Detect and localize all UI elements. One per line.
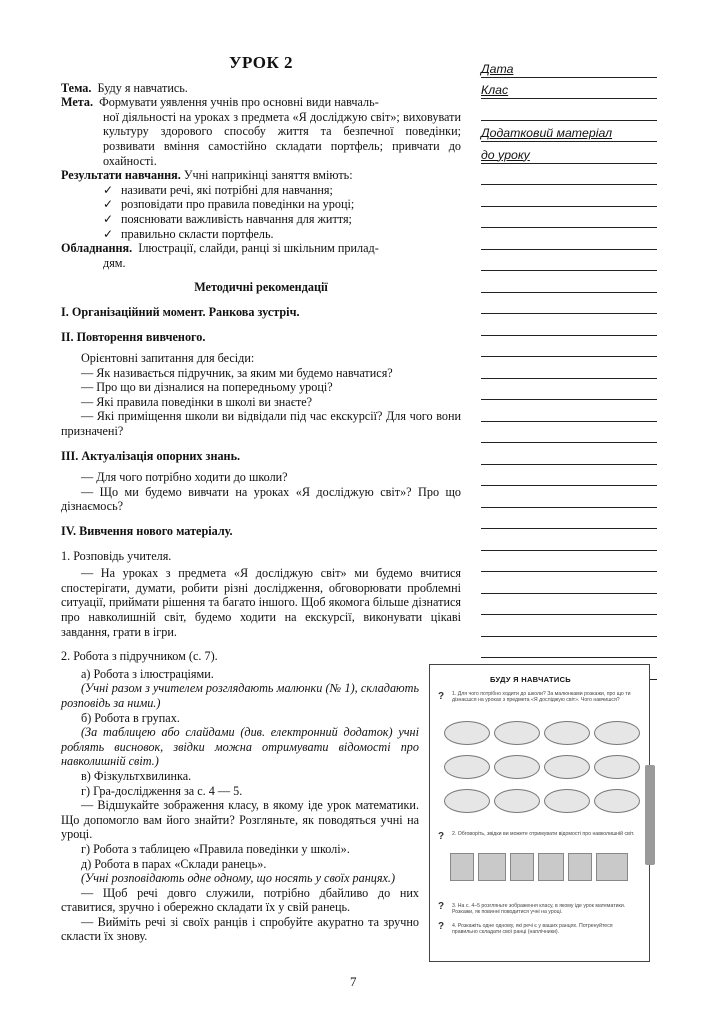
illustration bbox=[510, 853, 534, 881]
blank-line[interactable] bbox=[481, 99, 657, 121]
illustration bbox=[494, 789, 540, 813]
blank-line[interactable] bbox=[481, 400, 657, 422]
result-item: ✓ розповідати про правила поведінки на уроці; bbox=[103, 197, 355, 212]
question: — Про що ви дізналися на попередньому уроці? bbox=[81, 380, 333, 395]
blank-line[interactable] bbox=[481, 336, 657, 358]
blank-line[interactable] bbox=[481, 572, 657, 594]
illustration bbox=[494, 755, 540, 779]
blank-line[interactable] bbox=[481, 207, 657, 229]
illustration bbox=[568, 853, 592, 881]
check-icon: ✓ bbox=[103, 211, 114, 226]
blank-line[interactable] bbox=[481, 465, 657, 487]
goal-label: Мета. bbox=[61, 95, 94, 110]
section-4-heading: IV. Вивчення нового матеріалу. bbox=[61, 524, 233, 539]
illustration bbox=[494, 721, 540, 745]
thumbnail-q2: 2. Обговоріть, звідки ви можете отримувати відомості про навколишній світ. bbox=[452, 831, 635, 837]
topic-label: Тема. bbox=[61, 80, 92, 95]
results-label: Результати навчання. bbox=[61, 168, 181, 183]
result-item: ✓ називати речі, які потрібні для навчання; bbox=[103, 182, 333, 197]
illustration bbox=[544, 721, 590, 745]
section-1-heading: I. Організаційний момент. Ранкова зустріч. bbox=[61, 304, 300, 319]
illustration bbox=[444, 789, 490, 813]
blank-line[interactable] bbox=[481, 615, 657, 637]
thumbnail-q4: 4. Розкажіть одне одному, які речі є у ваших ранцях. Потренуйтеся правильно складати свої ранці (наплічники). bbox=[452, 923, 613, 935]
equipment-line1: Ілюстрації, слайди, ранці зі шкільним прилад- bbox=[138, 241, 379, 256]
blank-line[interactable] bbox=[481, 271, 657, 293]
subsection-heading: 2. Робота з підручником (с. 7). bbox=[61, 649, 218, 664]
class-line[interactable]: Клас bbox=[481, 78, 657, 100]
extra-material-line-2[interactable]: до уроку bbox=[481, 142, 657, 164]
section-3-heading: III. Актуалізація опорних знань. bbox=[61, 448, 241, 463]
notes-sidebar bbox=[481, 56, 657, 680]
check-icon: ✓ bbox=[103, 182, 114, 197]
blank-line[interactable] bbox=[481, 250, 657, 272]
goal-block bbox=[61, 95, 461, 168]
thumbnail-heading: БУДУ Я НАВЧАТИСЬ bbox=[490, 675, 572, 684]
extra-material-line[interactable]: Додатковий матеріал bbox=[481, 121, 657, 143]
illustration bbox=[594, 789, 640, 813]
blank-line[interactable] bbox=[481, 379, 657, 401]
result-item: ✓ правильно скласти портфель. bbox=[103, 226, 274, 241]
page-number: 7 bbox=[350, 974, 357, 989]
date-line[interactable]: Дата bbox=[481, 56, 657, 78]
results-intro: Учні наприкінці заняття вміють: bbox=[183, 168, 353, 183]
result-item: ✓ пояснювати важливість навчання для життя; bbox=[103, 211, 352, 226]
blank-line[interactable] bbox=[481, 164, 657, 186]
topic-text: Буду я навчатись. bbox=[97, 80, 188, 95]
blank-line[interactable] bbox=[481, 508, 657, 530]
teacher-story: — На уроках з предмета «Я досліджую світ» ми будемо вчитися спостерігати, думати, робити різні дослідження, обговорювати проблемні ситуації, приймати рішення та багато іншого. Щоб якомога більше дізнатися про навколишній світ, будемо ходити на екскурсії, виконувати цікаві завдання, грати в ігри. bbox=[61, 566, 461, 639]
textbook-work-block: а) Робота з ілюстраціями. (Учні разом з учителем розглядають малюнки (№ 1), складають розповідь за ними.) б) Робота в групах. (За таблицею або слайдами (див. електронний додаток) учні роблять висновок, звідки можна отримувати відомості про навколишній світ.) в) Фізкультхвилинка. г) Гра-дослідження за с. 4 — 5. — Відшукайте зображення класу, в якому іде урок математики. Що допомогло вам його знайти? Розгляньте, як поводяться учні на уроці. г) Робота з таблицею «Правила поведінки у школі». д) Робота в парах «Склади ранець». (Учні розповідають одне одному, що носять у своїх ранцях.) — Щоб речі довго служили, потрібно дбайливо до них ставитися, зручно і обережно складати їх у свій ранець. — Вийміть речі зі своїх ранців і спробуйте акуратно та зручно скласти їх знову. bbox=[61, 666, 419, 944]
blank-line[interactable] bbox=[481, 551, 657, 573]
lesson-content bbox=[61, 53, 461, 944]
blank-line[interactable] bbox=[481, 293, 657, 315]
question-icon: ? bbox=[438, 831, 445, 842]
illustration bbox=[444, 721, 490, 745]
lesson-title: УРОК 2 bbox=[228, 53, 294, 72]
page-tab bbox=[645, 765, 655, 865]
question: — Які приміщення школи ви відвідали під час екскурсії? Для чого вони призначені? bbox=[61, 409, 461, 439]
question: — Як називається підручник, за яким ми будемо навчатися? bbox=[81, 365, 393, 380]
goal-text: ної діяльності на уроках з предмета «Я досліджую світ»; виховувати культуру здорового способу життя та безпечної поведінки; розвивати вміння самостійно складати портфель; привчати до охайності. bbox=[103, 109, 461, 168]
blank-line[interactable] bbox=[481, 357, 657, 379]
thumbnail-q3: 3. На с. 4–5 розгляньте зображення класу, в якому іде урок математики. Розкажи, як повинні поводитися учні на уроці. bbox=[452, 903, 626, 915]
section-2-intro: Орієнтовні запитання для бесіди: bbox=[81, 351, 255, 366]
question: — Для чого потрібно ходити до школи? bbox=[81, 470, 288, 485]
textbook-page-thumbnail bbox=[429, 664, 650, 962]
check-icon: ✓ bbox=[103, 226, 114, 241]
subsection-heading: 1. Розповідь учителя. bbox=[61, 548, 172, 563]
illustration bbox=[444, 755, 490, 779]
illustration bbox=[594, 755, 640, 779]
section-2-heading: II. Повторення вивченого. bbox=[61, 329, 206, 344]
illustration bbox=[478, 853, 506, 881]
equipment-label: Обладнання. bbox=[61, 241, 133, 256]
blank-line[interactable] bbox=[481, 422, 657, 444]
question-icon: ? bbox=[438, 691, 445, 702]
blank-line[interactable] bbox=[481, 228, 657, 250]
illustration bbox=[544, 789, 590, 813]
blank-line[interactable] bbox=[481, 486, 657, 508]
blank-line[interactable] bbox=[481, 185, 657, 207]
illustration bbox=[594, 721, 640, 745]
question: — Які правила поведінки в школі ви знаєте? bbox=[81, 394, 313, 409]
blank-line[interactable] bbox=[481, 637, 657, 659]
blank-line[interactable] bbox=[481, 529, 657, 551]
equipment-text: дям. bbox=[103, 255, 126, 270]
blank-line[interactable] bbox=[481, 594, 657, 616]
illustration bbox=[596, 853, 628, 881]
goal-line1: Формувати уявлення учнів про основні види навчаль- bbox=[99, 95, 379, 110]
illustration bbox=[544, 755, 590, 779]
blank-line[interactable] bbox=[481, 314, 657, 336]
illustration bbox=[538, 853, 564, 881]
blank-lines bbox=[481, 164, 657, 680]
results-block bbox=[61, 168, 461, 241]
check-icon: ✓ bbox=[103, 197, 114, 212]
question: — Що ми будемо вивчати на уроках «Я досліджую світ»? Про що дізнаємось? bbox=[61, 484, 461, 514]
question-icon: ? bbox=[438, 901, 445, 912]
topic-row bbox=[61, 81, 461, 96]
blank-line[interactable] bbox=[481, 443, 657, 465]
question-icon: ? bbox=[438, 921, 445, 932]
equipment-block bbox=[61, 241, 461, 270]
thumbnail-q1: 1. Для чого потрібно ходити до школи? За малюнками розкажи, про що ти дізнаєшся на уроках з предмета «Я досліджую світ». Чого навчишся? bbox=[452, 691, 631, 703]
illustration bbox=[450, 853, 474, 881]
method-heading: Методичні рекомендації bbox=[194, 280, 328, 295]
